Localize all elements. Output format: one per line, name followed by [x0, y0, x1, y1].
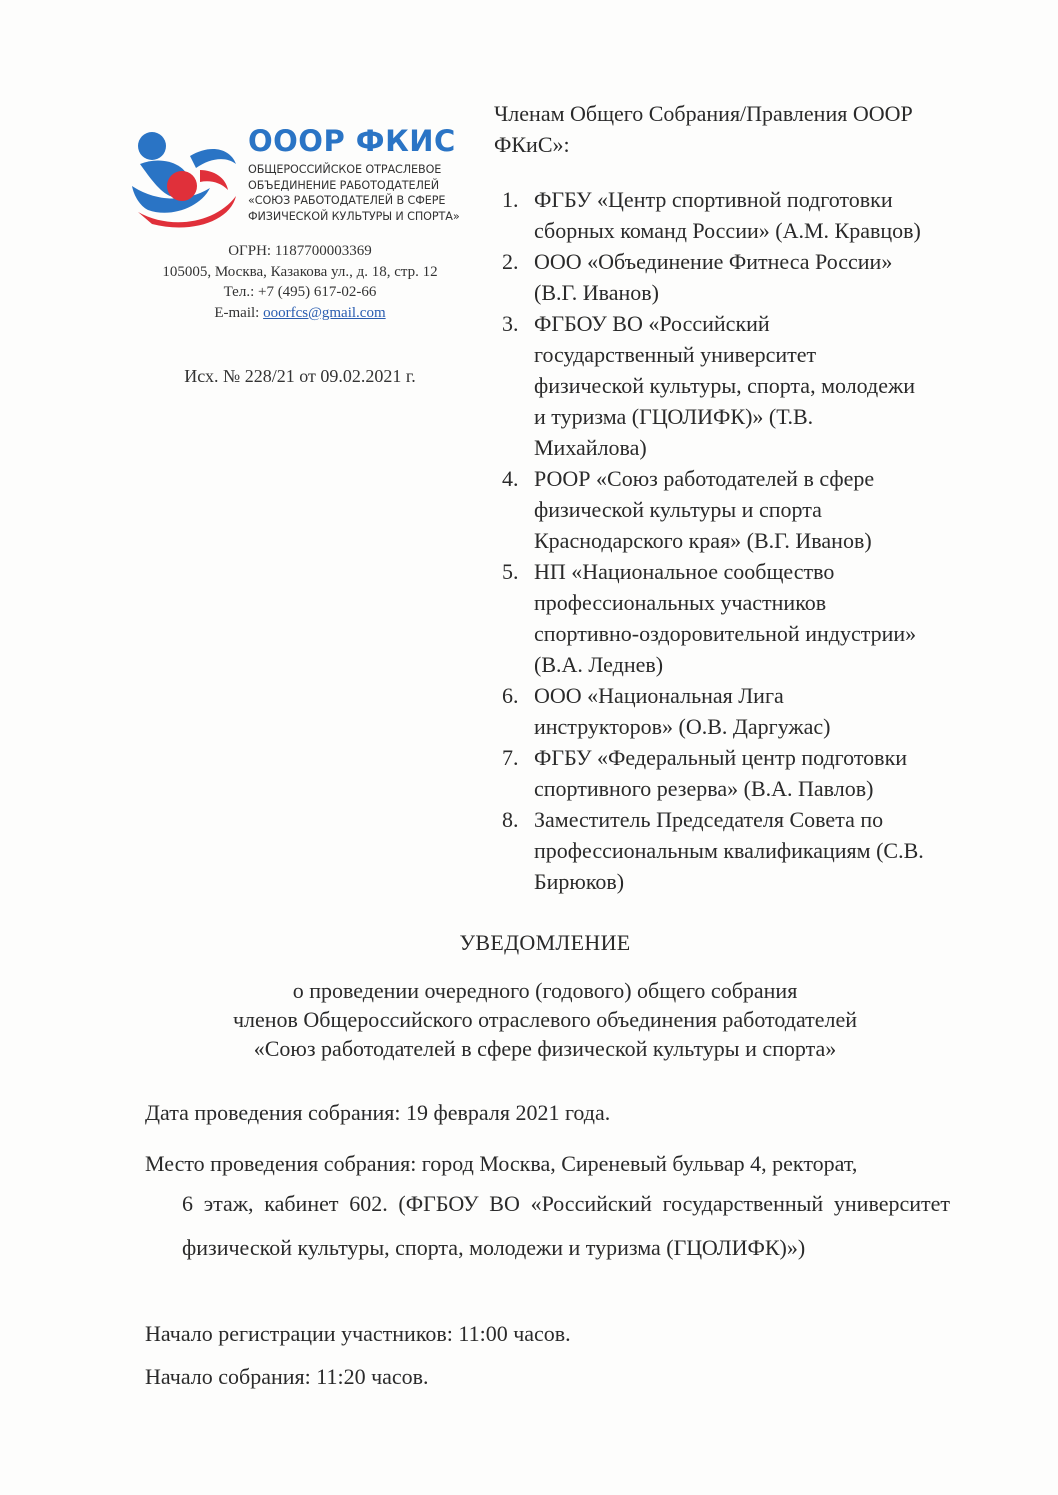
recipient-text: ООО «Национальная Лига: [534, 683, 784, 708]
phone: Тел.: +7 (495) 617-02-66: [223, 284, 377, 300]
email-line: [130, 303, 470, 324]
meeting-start: Начало собрания: 11:20 часов.: [145, 1364, 429, 1389]
recipient-text: (В.А. Леднев): [534, 652, 664, 677]
recipient-item: [494, 742, 984, 804]
recipient-item: [494, 308, 984, 463]
recipient-number: 7.: [502, 745, 519, 770]
brand-subtitle-line: «СОЮЗ РАБОТОДАТЕЛЕЙ В СФЕРЕ: [248, 194, 446, 207]
recipient-text: РООР «Союз работодателей в сфере: [534, 466, 875, 491]
brand-subtitle-line: ФИЗИЧЕСКОЙ КУЛЬТУРЫ И СПОРТА»: [248, 209, 460, 223]
organization-logo: [130, 124, 470, 234]
addressee-line: ФКиС»:: [494, 132, 570, 157]
recipient-text: Краснодарского края» (В.Г. Иванов): [534, 528, 872, 553]
recipient-text: ФГБУ «Центр спортивной подготовки: [534, 187, 893, 212]
address: 105005, Москва, Казакова ул., д. 18, стр. 12: [162, 263, 438, 280]
brand-subtitle-line: ОБЪЕДИНЕНИЕ РАБОТОДАТЕЛЕЙ: [248, 178, 440, 192]
recipient-number: 5.: [502, 559, 519, 584]
meeting-date: Дата проведения собрания: 19 февраля 2021 года.: [145, 1100, 611, 1125]
athlete-logo-icon: [130, 126, 240, 230]
recipient-text: профессиональным квалификациям (С.В.: [534, 838, 924, 863]
recipient-number: 8.: [502, 807, 519, 832]
recipient-item: [494, 680, 984, 742]
notice-subtitle-line: «Союз работодателей в сфере физической культуры и спорта»: [253, 1036, 837, 1061]
recipients-list: [494, 184, 984, 897]
recipient-text: физической культуры, спорта, молодежи: [534, 373, 915, 398]
recipient-text: ООО «Объединение Фитнеса России»: [534, 249, 893, 274]
notice-subtitle: [0, 976, 1058, 1063]
recipient-text: и туризма (ГЦОЛИФК)» (Т.В.: [534, 404, 814, 429]
recipient-item: [494, 246, 984, 308]
email-label: E-mail:: [214, 304, 264, 321]
recipient-text: профессиональных участников: [534, 590, 827, 615]
outgoing-number: Исх. № 228/21 от 09.02.2021 г.: [184, 366, 416, 386]
notice-subtitle-line: о проведении очередного (годового) общего собрания: [292, 978, 798, 1003]
addressee-header: [494, 98, 984, 160]
notice-title: УВЕДОМЛЕНИЕ: [459, 930, 631, 955]
recipient-text: Михайлова): [534, 435, 647, 460]
recipient-item: [494, 184, 984, 246]
brand-subtitle-line: ОБЩЕРОССИЙСКОЕ ОТРАСЛЕВОЕ: [248, 163, 442, 176]
brand-subtitle: [248, 162, 478, 224]
recipient-text: Бирюков): [534, 869, 625, 894]
organization-contacts: [130, 241, 470, 323]
recipient-text: ФГБОУ ВО «Российский: [534, 311, 770, 336]
recipient-text: инструкторов» (О.В. Даргужас): [534, 714, 831, 739]
recipient-text: государственный университет: [534, 342, 817, 367]
recipient-text: сборных команд России» (А.М. Кравцов): [534, 218, 921, 243]
meeting-place-continuation: 6 этаж, кабинет 602. (ФГБОУ ВО «Российский государственный университет физической культуры, спорта, молодежи и туризма (ГЦОЛИФК)»): [182, 1191, 950, 1260]
recipient-item: [494, 556, 984, 680]
recipient-text: физической культуры и спорта: [534, 497, 822, 522]
email-link[interactable]: ooorfcs@gmail.com: [263, 304, 386, 321]
recipient-text: спортивно-оздоровительной индустрии»: [534, 621, 917, 646]
recipient-text: ФГБУ «Федеральный центр подготовки: [534, 745, 908, 770]
recipient-item: [494, 804, 984, 897]
recipient-number: 1.: [502, 187, 519, 212]
recipient-text: НП «Национальное сообщество: [534, 559, 835, 584]
recipient-number: 4.: [502, 466, 519, 491]
registration-start: Начало регистрации участников: 11:00 часов.: [145, 1321, 571, 1346]
recipient-text: (В.Г. Иванов): [534, 280, 659, 305]
recipient-number: 6.: [502, 683, 519, 708]
recipient-text: спортивного резерва» (В.А. Павлов): [534, 776, 874, 801]
recipient-number: 3.: [502, 311, 519, 336]
notice-subtitle-line: членов Общероссийского отраслевого объединения работодателей: [232, 1007, 858, 1032]
meeting-place: Место проведения собрания: город Москва, Сиреневый бульвар 4, ректорат,: [145, 1151, 858, 1176]
recipient-text: Заместитель Председателя Совета по: [534, 807, 884, 832]
ogrn: ОГРН: 1187700003369: [228, 243, 372, 259]
brand-name: ОООР ФКИС: [248, 124, 456, 158]
addressee-line: Членам Общего Собрания/Правления ОООР: [494, 101, 913, 126]
recipient-number: 2.: [502, 249, 519, 274]
recipient-item: [494, 463, 984, 556]
